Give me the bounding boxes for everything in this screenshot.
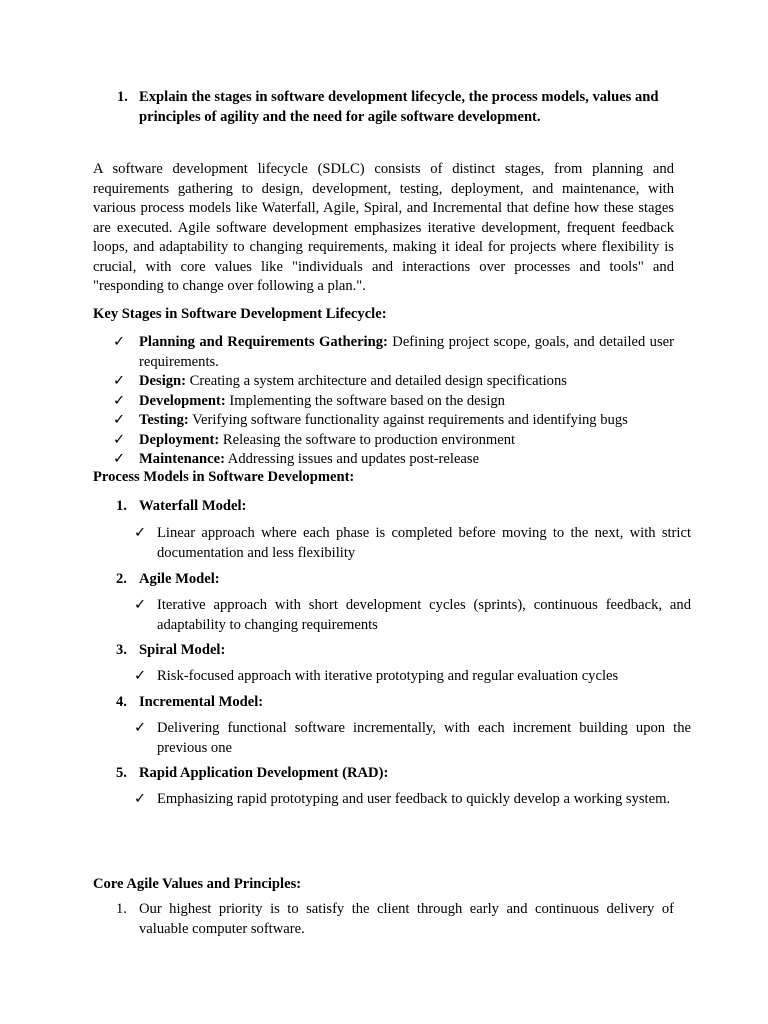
model-title-text: Waterfall Model: bbox=[139, 498, 247, 514]
list-item bbox=[93, 333, 674, 372]
list-item bbox=[93, 372, 674, 392]
check-icon: ✓ bbox=[113, 392, 126, 409]
stage-desc: Defining project scope, goals, and detailed user requirements. bbox=[139, 334, 674, 370]
model-desc-text: Delivering functional software incrementally, with each increment building upon the previous one bbox=[157, 720, 691, 756]
model-title bbox=[116, 497, 246, 517]
list-item bbox=[93, 450, 674, 470]
check-icon: ✓ bbox=[113, 451, 126, 467]
core-heading: Core Agile Values and Principles: bbox=[93, 876, 302, 892]
model-number: 4. bbox=[116, 694, 127, 710]
stage-desc: Verifying software functionality against requirements and identifying bugs bbox=[188, 412, 628, 428]
model-title bbox=[116, 570, 220, 590]
model-number: 2. bbox=[116, 571, 127, 587]
list-item bbox=[93, 392, 674, 412]
check-icon: ✓ bbox=[113, 373, 126, 389]
check-icon: ✓ bbox=[134, 668, 147, 684]
model-desc-text: Linear approach where each phase is completed before moving to the next, with strict documentation and less flexibility bbox=[157, 525, 691, 561]
check-icon: ✓ bbox=[113, 334, 126, 350]
list-item bbox=[116, 900, 674, 939]
stage-desc: Creating a system architecture and detailed design specifications bbox=[186, 373, 567, 389]
intro-paragraph: A software development lifecycle (SDLC) consists of distinct stages, from planning and requirements gathering to design, development, testing, deployment, and maintenance, with various process models like Waterfall, Agile, Spiral, and Incremental that define how these stages are executed. Agile software development emphasizes iterative development, frequent feedback loops, and adaptability to changing requirements, making it ideal for projects where flexibility is crucial, with core values like "individuals and interactions over processes and tools" and "responding to change over following a plan.". bbox=[93, 161, 674, 294]
model-desc-text: Emphasizing rapid prototyping and user feedback to quickly develop a working system. bbox=[157, 791, 671, 807]
stage-term: Testing: bbox=[139, 412, 189, 428]
check-icon: ✓ bbox=[113, 431, 126, 448]
model-desc-text: Risk-focused approach with iterative prototyping and regular evaluation cycles bbox=[157, 668, 619, 684]
list-item bbox=[93, 411, 674, 431]
check-icon: ✓ bbox=[134, 525, 147, 541]
list-item bbox=[93, 431, 674, 451]
model-desc-text: Iterative approach with short development cycles (sprints), continuous feedback, and adaptability to changing requirements bbox=[157, 597, 691, 633]
stage-term: Maintenance: bbox=[139, 451, 225, 467]
core-item-number: 1. bbox=[116, 901, 127, 917]
model-title bbox=[116, 693, 263, 713]
stage-term: Development: bbox=[139, 392, 226, 409]
model-title-text: Incremental Model: bbox=[139, 694, 264, 710]
check-icon: ✓ bbox=[134, 791, 147, 807]
model-desc bbox=[134, 790, 691, 810]
model-title bbox=[116, 641, 225, 661]
stage-desc: Implementing the software based on the design bbox=[225, 392, 505, 409]
stage-term: Design: bbox=[139, 373, 187, 389]
model-desc bbox=[134, 667, 691, 687]
check-icon: ✓ bbox=[113, 412, 126, 428]
models-heading: Process Models in Software Development: bbox=[93, 469, 355, 485]
stage-term: Deployment: bbox=[139, 431, 220, 448]
stage-desc: Releasing the software to production environment bbox=[219, 431, 516, 448]
stage-desc: Addressing issues and updates post-release bbox=[224, 451, 480, 467]
model-title bbox=[116, 764, 388, 784]
model-number: 1. bbox=[116, 498, 127, 514]
question-number: 1. bbox=[117, 89, 128, 105]
model-desc bbox=[134, 524, 691, 563]
model-number: 5. bbox=[116, 765, 127, 781]
core-item-text: Our highest priority is to satisfy the client through early and continuous delivery of valuable computer software. bbox=[139, 901, 674, 937]
question-text: Explain the stages in software development lifecycle, the process models, values and principles of agility and the need for agile software development. bbox=[139, 89, 659, 125]
stages-list bbox=[93, 333, 674, 470]
stage-term: Planning and Requirements Gathering: bbox=[139, 334, 388, 350]
model-title-text: Agile Model: bbox=[139, 571, 220, 587]
check-icon: ✓ bbox=[134, 720, 147, 736]
model-title-text: Spiral Model: bbox=[139, 642, 226, 658]
model-number: 3. bbox=[116, 642, 127, 658]
model-desc bbox=[134, 596, 691, 635]
model-title-text: Rapid Application Development (RAD): bbox=[139, 765, 389, 781]
stages-heading: Key Stages in Software Development Lifecycle: bbox=[93, 306, 387, 322]
model-desc bbox=[134, 719, 691, 758]
check-icon: ✓ bbox=[134, 597, 147, 613]
